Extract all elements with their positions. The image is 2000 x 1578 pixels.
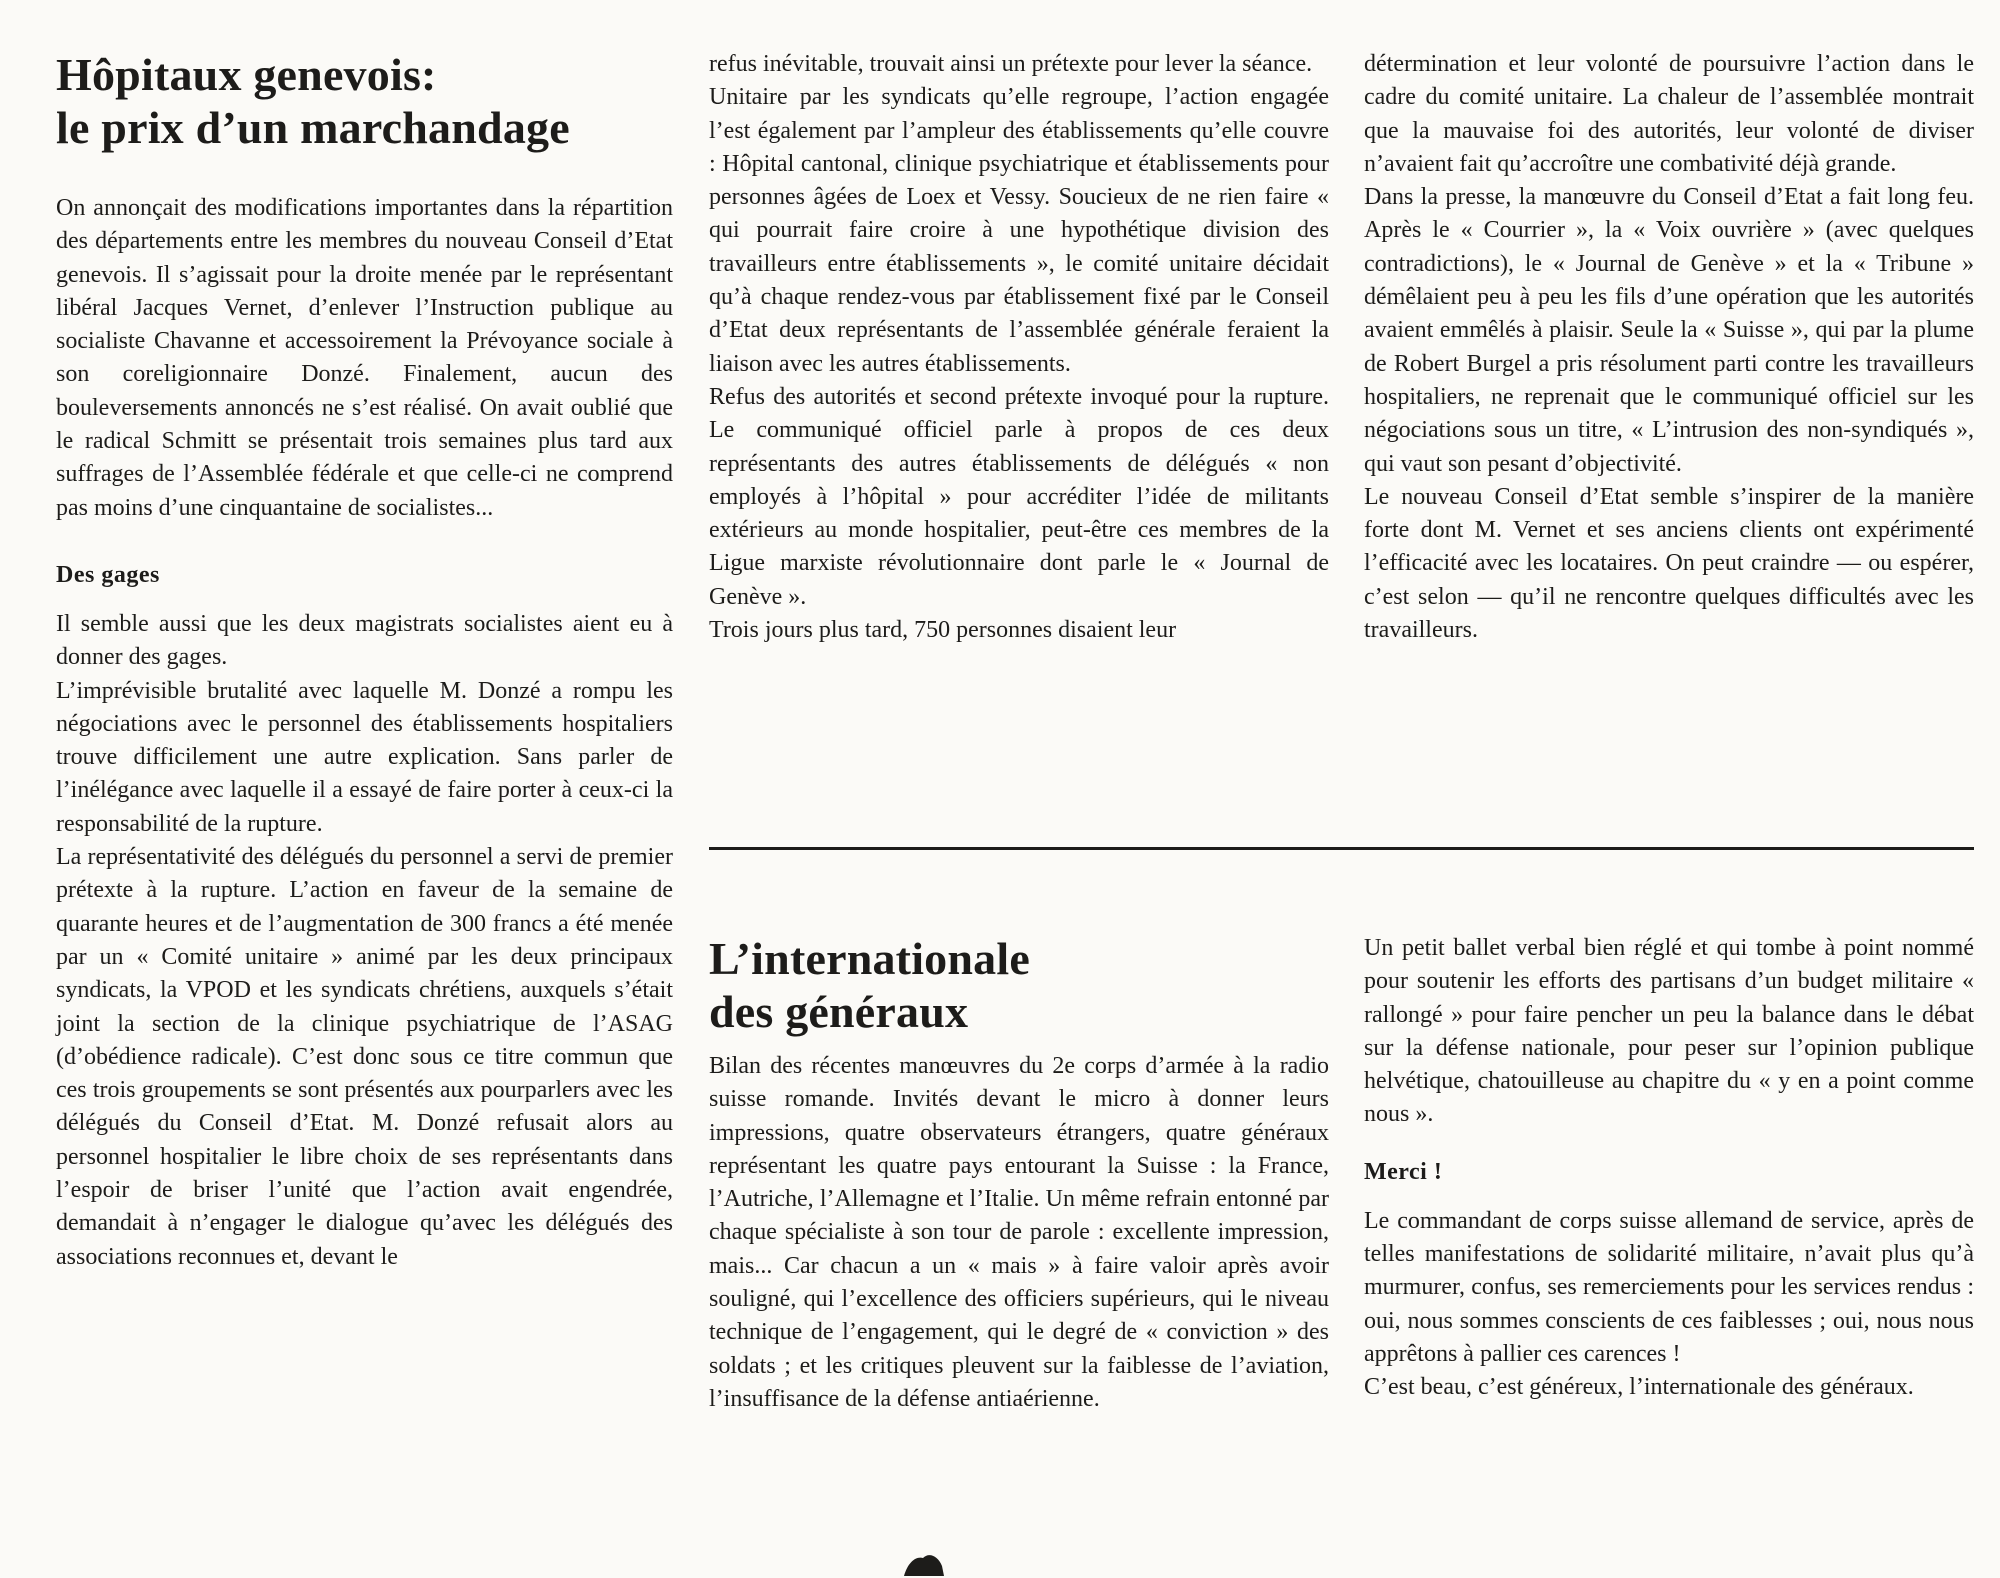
hospitals-paragraph: L’imprévisible brutalité avec laquelle M. Donzé a rompu les négociations avec le personnel des établissements hospitaliers trouve difficilement une autre explication. Sans parler de l’inélégance avec laquelle il a essayé de faire porter à ceux-ci la responsabilité de la rupture. (56, 677, 673, 837)
hospitals-column-1 (56, 48, 673, 1274)
hospitals-paragraph: Refus des autorités et second prétexte invoqué pour la rupture. Le communiqué officiel parle à propos de ces deux représentants des autres établissements de délégués « non employés à l’hôpital » pour accréditer l’idée de militants extérieurs au monde hospitalier, peut-être ces membres de la Ligue marxiste révolutionnaire dont parle le « Journal de Genève ». (709, 383, 1329, 610)
hospitals-paragraph: Trois jours plus tard, 750 personnes disaient leur (709, 617, 1177, 644)
generals-headline-line1: L’internationale (709, 933, 1030, 984)
hospitals-paragraph: détermination et leur volonté de poursuivre l’action dans le cadre du comité unitaire. La chaleur de l’assemblée montrait que la mauvaise foi des autorités, leur volonté de diviser n’avaient fait qu’accroître une combativité déjà grande. (1364, 51, 1974, 177)
generals-column-2 (1364, 932, 1974, 1405)
hospitals-paragraph: La représentativité des délégués du personnel a servi de premier prétexte à la rupture. L’action en faveur de la semaine de quarante heures et de l’augmentation de 300 francs a été menée par un « Comité unitaire » animé par les deux principaux syndicats, la VPOD et les syndicats chrétiens, auxquels s’était joint la section de la clinique psychiatrique de l’ASAG (d’obédience radicale). C’est donc sous ce titre commun que ces trois groupements se sont présentés aux pourparlers avec les délégués du Conseil d’Etat. M. Donzé refusait alors au personnel hospitalier le libre choix de ses représentants dans l’espoir de briser l’unité que l’action avait engendrée, demandait à n’engager le dialogue qu’avec les délégués des associations reconnues et, devant le (56, 844, 673, 1270)
decorative-ornament-icon (898, 1548, 948, 1578)
section-divider-rule (709, 847, 1974, 850)
hospitals-paragraph: Il semble aussi que les deux magistrats socialistes aient eu à donner des gages. (56, 610, 673, 671)
generals-paragraph: C’est beau, c’est généreux, l’internationale des généraux. (1364, 1374, 1914, 1401)
hospitals-headline-line1: Hôpitaux genevois: (56, 49, 437, 100)
hospitals-headline (56, 48, 673, 154)
hospitals-headline-line2: le prix d’un marchandage (56, 102, 570, 153)
hospitals-column-2 (709, 48, 1329, 647)
generals-column-1 (709, 932, 1329, 1416)
generals-paragraph: Le commandant de corps suisse allemand de service, après de telles manifestations de solidarité militaire, n’avait plus qu’à murmurer, confus, ses remerciements pour les services rendus : oui, nous sommes conscients de ces faiblesses ; oui, nous nous apprêtons à pallier ces carences ! (1364, 1207, 1974, 1367)
generals-paragraph: Bilan des récentes manœuvres du 2e corps d’armée à la radio suisse romande. Invités devant le micro à donner leurs impressions, quatre observateurs étrangers, quatre généraux représentant les quatre pays entourant la Suisse : la France, l’Autriche, l’Allemagne et l’Italie. Un même refrain entonné par chaque spécialiste à son tour de parole : excellente impression, mais... Car chacun a un « mais » à faire valoir après avoir souligné, qui l’excellence des officiers supérieurs, qui le niveau technique de l’engagement, qui le degré de « conviction » des soldats ; et les critiques pleuvent sur la faiblesse de l’aviation, l’insuffisance de la défense antiaérienne. (709, 1053, 1329, 1412)
generals-intro: Un petit ballet verbal bien réglé et qui tombe à point nommé pour soutenir les efforts des partisans d’un budget militaire « rallongé » pour faire pencher un peu la balance dans le débat sur la défense nationale, pour peser sur l’opinion publique helvétique, chatouilleuse au chapitre du « y en a point comme nous ». (1364, 935, 1974, 1128)
generals-headline (709, 932, 1329, 1038)
hospitals-paragraph: Dans la presse, la manœuvre du Conseil d’Etat a fait long feu. Après le « Courrier », la « Voix ouvrière » (avec quelques contradictions), le « Journal de Genève » et la « Tribune » démêlaient peu à peu les fils d’une opération que les autorités avaient emmêlés à plaisir. Seule la « Suisse », qui par la plume de Robert Burgel a pris résolument parti contre les travailleurs hospitaliers, ne reprenait que le communiqué officiel sur les négociations sous un titre, « L’intrusion des non-syndiqués », qui vaut son pesant d’objectivité. (1364, 184, 1974, 477)
hospitals-paragraph: Le nouveau Conseil d’Etat semble s’inspirer de la manière forte dont M. Vernet et ses anciens clients ont expérimenté l’efficacité avec les locataires. On peut craindre — ou espérer, c’est selon — qu’il ne rencontre quelques difficultés avec les travailleurs. (1364, 483, 1974, 644)
hospitals-paragraph: Unitaire par les syndicats qu’elle regroupe, l’action engagée l’est également par l’ampleur des établissements qu’elle couvre : Hôpital cantonal, clinique psychiatrique et établissements pour personnes âgées de Loex et Vessy. Soucieux de ne rien faire « qui pourrait faire croire à une hypothétique division des travailleurs entre établissements », le comité unitaire décidait qu’à chaque rendez-vous par établissement fixé par le Conseil d’Etat deux représentants de l’assemblée générale feraient la liaison avec les autres établissements. (709, 84, 1329, 377)
hospitals-paragraph: refus inévitable, trouvait ainsi un prétexte pour lever la séance. (709, 51, 1313, 77)
generals-subhead: Merci ! (1364, 1158, 1443, 1185)
hospitals-intro: On annonçait des modifications importantes dans la répartition des départements entre les membres du nouveau Conseil d’Etat genevois. Il s’agissait pour la droite menée par le représentant libéral Jacques Vernet, d’enlever l’Instruction publique au socialiste Chavanne et accessoirement la Prévoyance sociale à son coreligionnaire Donzé. Finalement, aucun des bouleversements annoncés ne s’est réalisé. On avait oublié que le radical Schmitt se présentait trois semaines plus tard aux suffrages de l’Assemblée fédérale et que celle-ci ne comprend pas moins d’une cinquantaine de socialistes... (56, 195, 673, 521)
hospitals-subhead: Des gages (56, 561, 160, 588)
generals-headline-line2: des généraux (709, 986, 969, 1037)
hospitals-column-3 (1364, 48, 1974, 647)
